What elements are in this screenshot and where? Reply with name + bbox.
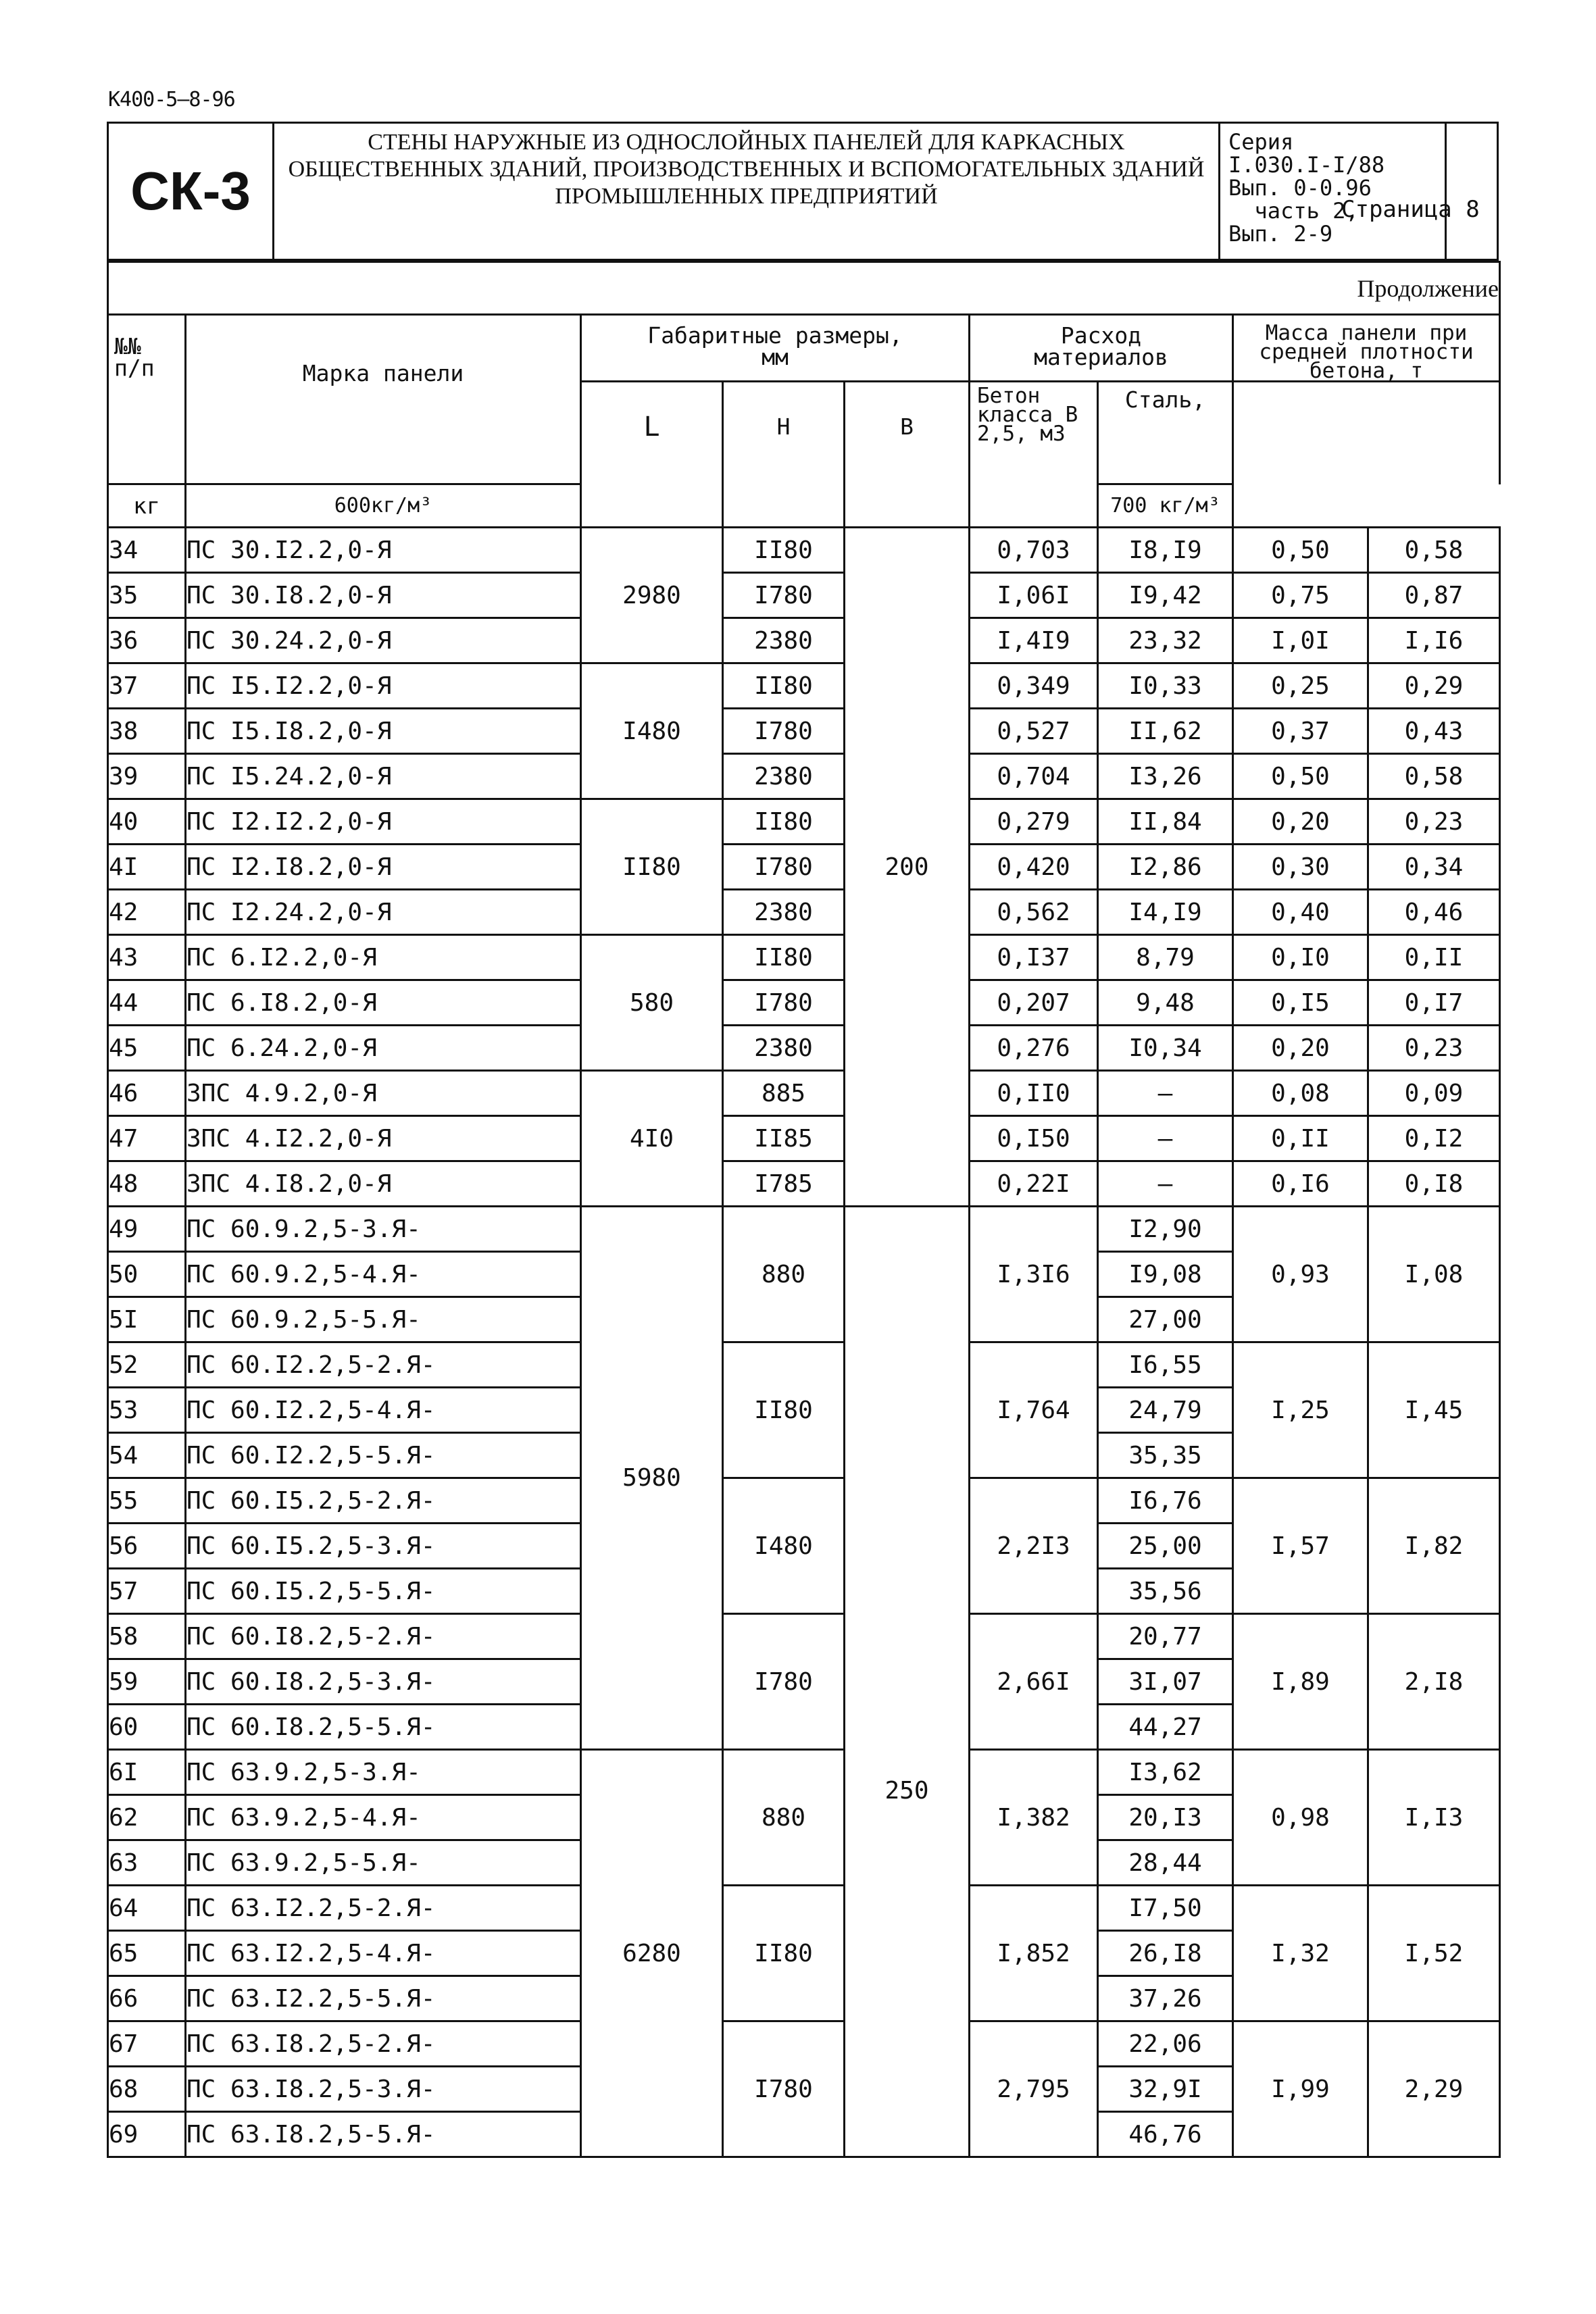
title-block (107, 122, 1499, 261)
concrete-volume: 0,276 (970, 1026, 1098, 1071)
steel-mass: 44,27 (1098, 1705, 1233, 1750)
dim-L: 580 (581, 935, 723, 1071)
steel-mass: 35,56 (1098, 1569, 1233, 1614)
header-600: 600кг/м³ (186, 484, 581, 528)
table-row (108, 573, 1500, 618)
panel-mark: ПС 63.I8.2,5-3.Я- (186, 2067, 581, 2112)
header-num: №№ п/п (108, 315, 186, 484)
mass-600: 0,I6 (1233, 1161, 1368, 1207)
table-row (108, 618, 1500, 663)
table-row (108, 1478, 1500, 1524)
mass-700: 0,09 (1368, 1071, 1500, 1116)
steel-mass: 28,44 (1098, 1840, 1233, 1886)
table-row (108, 1071, 1500, 1116)
steel-mass: 32,9I (1098, 2067, 1233, 2112)
mass-700: 0,43 (1368, 709, 1500, 754)
panel-mark: ПС I2.I2.2,0-Я (186, 799, 581, 845)
steel-mass: 37,26 (1098, 1976, 1233, 2021)
steel-mass: I0,34 (1098, 1026, 1233, 1071)
steel-mass: I2,90 (1098, 1207, 1233, 1252)
concrete-volume: 0,527 (970, 709, 1098, 754)
mass-700: I,45 (1368, 1342, 1500, 1478)
row-number: 67 (108, 2021, 186, 2067)
steel-mass: – (1098, 1161, 1233, 1207)
row-number: 68 (108, 2067, 186, 2112)
row-number: 37 (108, 663, 186, 709)
panel-mark: ПС 60.I8.2,5-5.Я- (186, 1705, 581, 1750)
steel-mass: I4,I9 (1098, 890, 1233, 935)
mass-600: 0,40 (1233, 890, 1368, 935)
row-number: 50 (108, 1252, 186, 1297)
panel-mark: ПС 6.I8.2,0-Я (186, 980, 581, 1026)
panel-mark: ПС 60.I5.2,5-3.Я- (186, 1524, 581, 1569)
dim-L: 6280 (581, 1750, 723, 2157)
header-mass: Масса панели при средней плотности бетона, т (1233, 315, 1500, 382)
table-row (108, 1161, 1500, 1207)
steel-mass: 35,35 (1098, 1433, 1233, 1478)
table-row (108, 1614, 1500, 1659)
steel-mass: II,84 (1098, 799, 1233, 845)
table-row (108, 1342, 1500, 1388)
steel-mass: I0,33 (1098, 663, 1233, 709)
dim-B: 250 (845, 1207, 970, 2157)
concrete-volume: 0,704 (970, 754, 1098, 799)
steel-mass: I2,86 (1098, 845, 1233, 890)
row-number: 39 (108, 754, 186, 799)
dim-H: I780 (723, 845, 845, 890)
row-number: 55 (108, 1478, 186, 1524)
steel-mass: I6,55 (1098, 1342, 1233, 1388)
dim-H: 2380 (723, 1026, 845, 1071)
panel-mark: ПС 63.9.2,5-4.Я- (186, 1795, 581, 1840)
concrete-volume: 0,I50 (970, 1116, 1098, 1161)
mass-700: I,I3 (1368, 1750, 1500, 1886)
steel-mass: I9,08 (1098, 1252, 1233, 1297)
mass-700: 0,58 (1368, 528, 1500, 573)
steel-mass: I6,76 (1098, 1478, 1233, 1524)
panel-mark: ПС 60.I5.2,5-5.Я- (186, 1569, 581, 1614)
mass-600: 0,I0 (1233, 935, 1368, 980)
table-row (108, 754, 1500, 799)
panel-mark: ПС I2.24.2,0-Я (186, 890, 581, 935)
dim-B: 200 (845, 528, 970, 1207)
row-number: 69 (108, 2112, 186, 2157)
panel-mark: ПС 60.9.2,5-4.Я- (186, 1252, 581, 1297)
row-number: 59 (108, 1659, 186, 1705)
mass-700: 0,87 (1368, 573, 1500, 618)
mass-700: 0,58 (1368, 754, 1500, 799)
concrete-volume: 0,420 (970, 845, 1098, 890)
table-row (108, 1026, 1500, 1071)
document-code: К400-5—8-96 (108, 88, 235, 111)
panel-mark: ПС 63.I2.2,5-4.Я- (186, 1931, 581, 1976)
dim-H: II80 (723, 663, 845, 709)
header-steel-unit: кг (108, 484, 186, 528)
mass-600: 0,93 (1233, 1207, 1368, 1342)
row-number: 56 (108, 1524, 186, 1569)
dim-H: I780 (723, 980, 845, 1026)
series-info: Серия I.030.I-I/88 Вып. 0-0.96 часть 2, Вып. 2-9 (1220, 124, 1447, 259)
concrete-volume: 0,562 (970, 890, 1098, 935)
steel-mass: 9,48 (1098, 980, 1233, 1026)
dim-H: 885 (723, 1071, 845, 1116)
header-H: H (723, 382, 845, 528)
dim-H: I480 (723, 1478, 845, 1614)
dim-H: I780 (723, 709, 845, 754)
panel-mark: ПС 63.I8.2,5-2.Я- (186, 2021, 581, 2067)
steel-mass: 46,76 (1098, 2112, 1233, 2157)
table-row (108, 1207, 1500, 1252)
mass-700: 0,I7 (1368, 980, 1500, 1026)
mass-600: 0,50 (1233, 754, 1368, 799)
header-steel: Сталь, (1098, 382, 1233, 484)
mass-700: 2,29 (1368, 2021, 1500, 2157)
panel-mark: ПС 63.9.2,5-3.Я- (186, 1750, 581, 1795)
concrete-volume: I,4I9 (970, 618, 1098, 663)
row-number: 43 (108, 935, 186, 980)
concrete-volume: I,852 (970, 1886, 1098, 2021)
row-number: 38 (108, 709, 186, 754)
dim-H: 2380 (723, 890, 845, 935)
row-number: 35 (108, 573, 186, 618)
steel-mass: I9,42 (1098, 573, 1233, 618)
mass-700: I,82 (1368, 1478, 1500, 1614)
steel-mass: 20,77 (1098, 1614, 1233, 1659)
row-number: 64 (108, 1886, 186, 1931)
panel-mark: ПС 60.I2.2,5-4.Я- (186, 1388, 581, 1433)
dim-H: II80 (723, 935, 845, 980)
dim-L: I480 (581, 663, 723, 799)
dim-L: 5980 (581, 1207, 723, 1750)
dim-H: 880 (723, 1207, 845, 1342)
mass-700: I,08 (1368, 1207, 1500, 1342)
table-row (108, 799, 1500, 845)
steel-mass: 23,32 (1098, 618, 1233, 663)
concrete-volume: 0,II0 (970, 1071, 1098, 1116)
panel-mark: ПС 6.I2.2,0-Я (186, 935, 581, 980)
row-number: 63 (108, 1840, 186, 1886)
panel-mark: ПС 63.I2.2,5-5.Я- (186, 1976, 581, 2021)
mass-700: 0,34 (1368, 845, 1500, 890)
mass-600: 0,30 (1233, 845, 1368, 890)
panel-mark: ПС 60.I2.2,5-5.Я- (186, 1433, 581, 1478)
mass-700: I,52 (1368, 1886, 1500, 2021)
panel-mark: ПС 30.24.2,0-Я (186, 618, 581, 663)
row-number: 57 (108, 1569, 186, 1614)
steel-mass: 20,I3 (1098, 1795, 1233, 1840)
panel-mark: ПС 6.24.2,0-Я (186, 1026, 581, 1071)
panel-mark: ПС 30.I2.2,0-Я (186, 528, 581, 573)
row-number: 48 (108, 1161, 186, 1207)
dim-H: 2380 (723, 754, 845, 799)
mass-600: I,57 (1233, 1478, 1368, 1614)
mass-600: I,25 (1233, 1342, 1368, 1478)
steel-mass: 3I,07 (1098, 1659, 1233, 1705)
concrete-volume: 0,703 (970, 528, 1098, 573)
row-number: 46 (108, 1071, 186, 1116)
row-number: 45 (108, 1026, 186, 1071)
dim-H: 2380 (723, 618, 845, 663)
header-L: L (581, 382, 723, 528)
row-number: 65 (108, 1931, 186, 1976)
row-number: 60 (108, 1705, 186, 1750)
concrete-volume: 0,279 (970, 799, 1098, 845)
mass-600: I,0I (1233, 618, 1368, 663)
row-number: 54 (108, 1433, 186, 1478)
row-number: 6I (108, 1750, 186, 1795)
panel-mark: ПС 60.I2.2,5-2.Я- (186, 1342, 581, 1388)
panel-table (107, 261, 1501, 2158)
panel-mark: ПС I5.24.2,0-Я (186, 754, 581, 799)
header-material: Расход материалов (970, 315, 1233, 382)
mass-600: I,32 (1233, 1886, 1368, 2021)
concrete-volume: 2,795 (970, 2021, 1098, 2157)
panel-mark: ПС 63.9.2,5-5.Я- (186, 1840, 581, 1886)
row-number: 4I (108, 845, 186, 890)
panel-mark: ПС I5.I8.2,0-Я (186, 709, 581, 754)
steel-mass: I3,62 (1098, 1750, 1233, 1795)
concrete-volume: 0,22I (970, 1161, 1098, 1207)
concrete-volume: I,3I6 (970, 1207, 1098, 1342)
mass-600: 0,75 (1233, 573, 1368, 618)
steel-mass: II,62 (1098, 709, 1233, 754)
steel-mass: – (1098, 1116, 1233, 1161)
panel-mark: ПС 60.I5.2,5-2.Я- (186, 1478, 581, 1524)
dim-H: I780 (723, 573, 845, 618)
table-row (108, 980, 1500, 1026)
document-title: СТЕНЫ НАРУЖНЫЕ ИЗ ОДНОСЛОЙНЫХ ПАНЕЛЕЙ ДЛЯ КАРКАСНЫХ ОБЩЕСТВЕННЫХ ЗДАНИЙ, ПРОИЗВОДСТВЕННЫХ И ВСПОМОГАТЕЛЬНЫХ ЗДАНИЙ ПРОМЫШЛЕННЫХ ПРЕДПРИЯТИЙ (274, 124, 1220, 259)
row-number: 52 (108, 1342, 186, 1388)
steel-mass: 27,00 (1098, 1297, 1233, 1342)
dim-H: I780 (723, 2021, 845, 2157)
panel-mark: ПС 63.I2.2,5-2.Я- (186, 1886, 581, 1931)
dim-H: II80 (723, 1342, 845, 1478)
dim-H: I780 (723, 1614, 845, 1750)
steel-mass: 24,79 (1098, 1388, 1233, 1433)
row-number: 53 (108, 1388, 186, 1433)
panel-mark: ПС 60.9.2,5-5.Я- (186, 1297, 581, 1342)
table-row (108, 890, 1500, 935)
sheet-code: СК-3 (109, 124, 274, 259)
row-number: 49 (108, 1207, 186, 1252)
dim-L: 2980 (581, 528, 723, 663)
panel-mark: ПС 63.I8.2,5-5.Я- (186, 2112, 581, 2157)
mass-600: 0,37 (1233, 709, 1368, 754)
mass-600: 0,98 (1233, 1750, 1368, 1886)
steel-mass: I8,I9 (1098, 528, 1233, 573)
table-row (108, 1886, 1500, 1931)
table-row (108, 845, 1500, 890)
panel-mark: ПС 60.I8.2,5-2.Я- (186, 1614, 581, 1659)
mass-700: 0,23 (1368, 1026, 1500, 1071)
mass-600: 0,08 (1233, 1071, 1368, 1116)
dim-L: II80 (581, 799, 723, 935)
page-number: Страница 8 (1341, 196, 1480, 223)
header-concrete: Бетон класса В 2,5, м3 (970, 382, 1098, 528)
row-number: 5I (108, 1297, 186, 1342)
concrete-volume: 0,207 (970, 980, 1098, 1026)
panel-mark: ПС 60.9.2,5-3.Я- (186, 1207, 581, 1252)
dim-H: II85 (723, 1116, 845, 1161)
header-mark: Марка панели (186, 315, 581, 484)
steel-mass: 25,00 (1098, 1524, 1233, 1569)
header-700: 700 кг/м³ (1098, 484, 1233, 528)
mass-600: 0,25 (1233, 663, 1368, 709)
header-dims: Габаритные размеры, мм (581, 315, 970, 382)
table-row (108, 1116, 1500, 1161)
concrete-volume: 0,349 (970, 663, 1098, 709)
continuation-label: Продолжение (108, 262, 1500, 315)
panel-mark: ПС I5.I2.2,0-Я (186, 663, 581, 709)
mass-700: 0,29 (1368, 663, 1500, 709)
dim-H: 880 (723, 1750, 845, 1886)
mass-700: 0,23 (1368, 799, 1500, 845)
concrete-volume: 2,2I3 (970, 1478, 1098, 1614)
mass-700: 0,I2 (1368, 1116, 1500, 1161)
panel-mark: ПС 30.I8.2,0-Я (186, 573, 581, 618)
row-number: 42 (108, 890, 186, 935)
table-row (108, 1750, 1500, 1795)
mass-700: 0,46 (1368, 890, 1500, 935)
table-row (108, 709, 1500, 754)
dim-L: 4I0 (581, 1071, 723, 1207)
row-number: 58 (108, 1614, 186, 1659)
mass-600: I,99 (1233, 2021, 1368, 2157)
panel-mark: ЗПС 4.I8.2,0-Я (186, 1161, 581, 1207)
mass-700: I,I6 (1368, 618, 1500, 663)
row-number: 66 (108, 1976, 186, 2021)
mass-600: I,89 (1233, 1614, 1368, 1750)
table-row (108, 528, 1500, 573)
row-number: 62 (108, 1795, 186, 1840)
table-row (108, 2021, 1500, 2067)
panel-mark: ЗПС 4.9.2,0-Я (186, 1071, 581, 1116)
concrete-volume: I,382 (970, 1750, 1098, 1886)
mass-600: 0,20 (1233, 1026, 1368, 1071)
dim-H: II80 (723, 799, 845, 845)
steel-mass: I3,26 (1098, 754, 1233, 799)
mass-700: 0,II (1368, 935, 1500, 980)
concrete-volume: I,764 (970, 1342, 1098, 1478)
concrete-volume: 2,66I (970, 1614, 1098, 1750)
mass-600: 0,50 (1233, 528, 1368, 573)
row-number: 40 (108, 799, 186, 845)
steel-mass: 8,79 (1098, 935, 1233, 980)
table-row (108, 663, 1500, 709)
steel-mass: 22,06 (1098, 2021, 1233, 2067)
row-number: 47 (108, 1116, 186, 1161)
steel-mass: I7,50 (1098, 1886, 1233, 1931)
dim-H: II80 (723, 1886, 845, 2021)
steel-mass: – (1098, 1071, 1233, 1116)
row-number: 34 (108, 528, 186, 573)
concrete-volume: I,06I (970, 573, 1098, 618)
dim-H: II80 (723, 528, 845, 573)
mass-600: 0,I5 (1233, 980, 1368, 1026)
concrete-volume: 0,I37 (970, 935, 1098, 980)
row-number: 36 (108, 618, 186, 663)
header-mass-spacer (1233, 382, 1500, 484)
steel-mass: 26,I8 (1098, 1931, 1233, 1976)
mass-700: 2,I8 (1368, 1614, 1500, 1750)
mass-600: 0,II (1233, 1116, 1368, 1161)
panel-mark: ЗПС 4.I2.2,0-Я (186, 1116, 581, 1161)
header-B: B (845, 382, 970, 528)
panel-mark: ПС 60.I8.2,5-3.Я- (186, 1659, 581, 1705)
row-number: 44 (108, 980, 186, 1026)
dim-H: I785 (723, 1161, 845, 1207)
mass-700: 0,I8 (1368, 1161, 1500, 1207)
table-row (108, 935, 1500, 980)
mass-600: 0,20 (1233, 799, 1368, 845)
panel-mark: ПС I2.I8.2,0-Я (186, 845, 581, 890)
